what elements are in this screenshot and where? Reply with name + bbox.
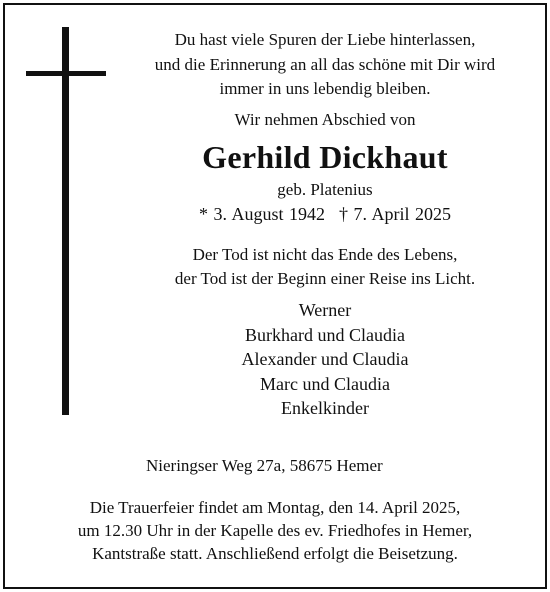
verse-top-line: und die Erinnerung an all das schöne mit Dir wird <box>154 54 496 74</box>
service-notice <box>20 496 530 565</box>
mourner: Enkelkinder <box>281 398 369 418</box>
mourner: Alexander und Claudia <box>241 349 409 369</box>
intro-text: Wir nehmen Abschied von <box>234 110 416 129</box>
birth-date: * 3. August 1942 <box>198 204 325 224</box>
mourners-list <box>115 298 535 421</box>
maiden-name: geb. Platenius <box>277 180 373 199</box>
life-dates <box>115 201 535 227</box>
verse-top <box>115 28 535 102</box>
verse-bottom-line: Der Tod ist nicht das Ende des Lebens, <box>192 245 458 264</box>
mourner: Werner <box>298 300 352 320</box>
mourner: Marc und Claudia <box>260 373 390 394</box>
cross-icon <box>26 27 106 415</box>
death-date: † 7. April 2025 <box>339 204 452 224</box>
deceased-name: Gerhild Dickhaut <box>202 139 448 175</box>
verse-bottom-line: der Tod ist der Beginn einer Reise ins Licht. <box>174 269 476 288</box>
mourner: Burkhard und Claudia <box>245 324 405 345</box>
service-line: Kantstraße statt. Anschließend erfolgt die Beisetzung. <box>92 544 458 563</box>
verse-top-line: immer in uns lebendig bleiben. <box>219 79 431 98</box>
service-line: um 12.30 Uhr in der Kapelle des ev. Friedhofes in Hemer, <box>77 521 473 540</box>
verse-bottom <box>115 243 535 291</box>
cross-vertical-bar <box>62 27 69 415</box>
family-address: Nieringser Weg 27a, 58675 Hemer <box>146 456 383 475</box>
service-line: Die Trauerfeier findet am Montag, den 14. April 2025, <box>89 498 461 517</box>
verse-top-line: Du hast viele Spuren der Liebe hinterlassen, <box>174 30 476 49</box>
cross-horizontal-bar <box>26 71 106 76</box>
